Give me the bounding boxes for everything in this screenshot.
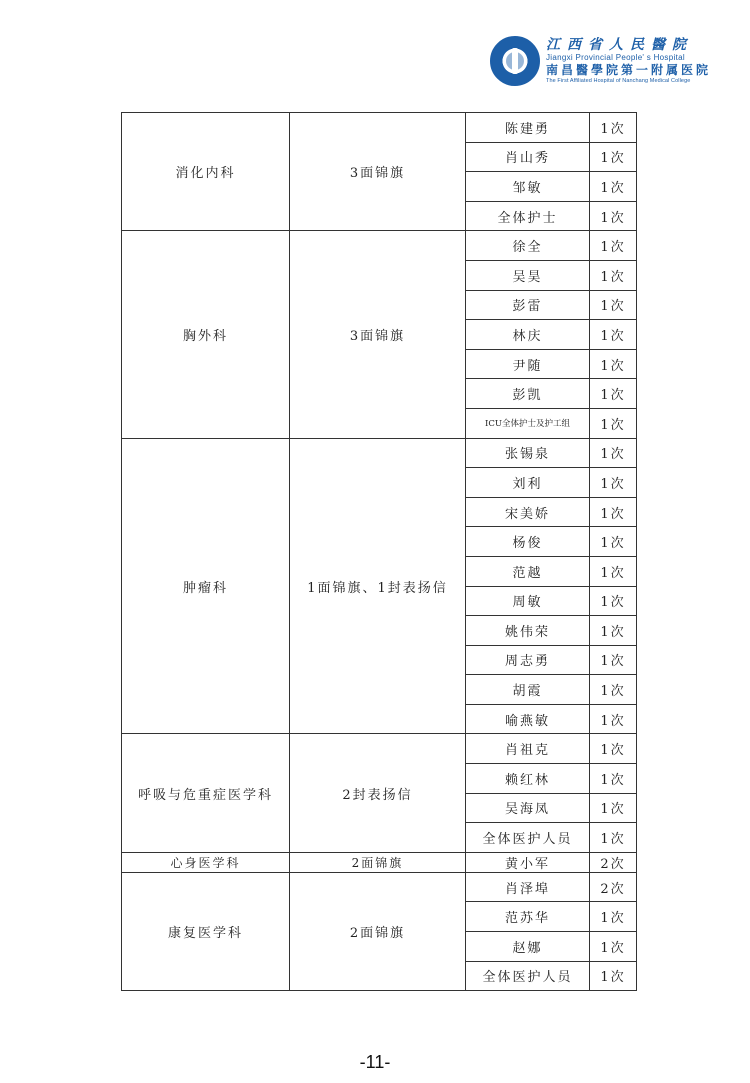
hospital-name-cn: 江西省人民醫院 [546,37,693,54]
count-cell: 2次 [590,872,637,902]
count-cell: 1次 [590,645,637,675]
affiliate-name-cn: 南昌醫學院第一附属医院 [546,63,712,78]
recipient-cell: 杨俊 [466,527,590,557]
count-cell: 1次 [590,961,637,991]
count-cell: 1次 [590,113,637,143]
count-cell: 1次 [590,902,637,932]
count-cell: 2次 [590,852,637,872]
count-cell: 1次 [590,468,637,498]
award-cell: 3面锦旗 [290,231,466,438]
count-cell: 1次 [590,290,637,320]
recipient-cell: 刘利 [466,468,590,498]
table-row [122,734,637,764]
recipient-cell: 肖山秀 [466,142,590,172]
department-cell: 心身医学科 [122,852,290,872]
award-cell: 2面锦旗 [290,872,466,990]
recipient-cell: 陈建勇 [466,113,590,143]
recipient-cell: 宋美娇 [466,497,590,527]
count-cell: 1次 [590,793,637,823]
table-row [122,438,637,468]
recipient-cell: 黄小军 [466,852,590,872]
recipient-cell: 全体护士 [466,201,590,231]
hospital-name-en: Jiangxi Provincial People' s Hospital [546,52,685,62]
hospital-header [490,32,720,90]
hospital-name-block [546,38,711,83]
count-cell: 1次 [590,764,637,794]
recipient-cell: 全体医护人员 [466,961,590,991]
recipient-cell: 胡霞 [466,675,590,705]
recipient-cell: 周敏 [466,586,590,616]
count-cell: 1次 [590,142,637,172]
award-cell: 2封表扬信 [290,734,466,852]
count-cell: 1次 [590,704,637,734]
recipient-cell: 吴海凤 [466,793,590,823]
recipient-cell: 彭雷 [466,290,590,320]
recipient-cell: 赖红林 [466,764,590,794]
award-cell: 3面锦旗 [290,113,466,231]
count-cell: 1次 [590,320,637,350]
count-cell: 1次 [590,675,637,705]
department-cell: 呼吸与危重症医学科 [122,734,290,852]
count-cell: 1次 [590,408,637,438]
recipient-cell: 赵娜 [466,932,590,962]
recipient-cell: 吴昊 [466,260,590,290]
recipient-cell: 林庆 [466,320,590,350]
recipient-cell: 肖泽埠 [466,872,590,902]
award-cell: 1面锦旗、1封表扬信 [290,438,466,734]
count-cell: 1次 [590,201,637,231]
recipient-cell: 肖祖克 [466,734,590,764]
table-row [122,113,637,143]
count-cell: 1次 [590,497,637,527]
recipient-cell: 邹敏 [466,172,590,202]
commendation-table [121,112,637,991]
recipient-cell: 全体医护人员 [466,823,590,853]
count-cell: 1次 [590,349,637,379]
affiliate-name-en: The First Affiliated Hospital of Nanchang Medical College [546,77,691,84]
recipient-cell: 徐全 [466,231,590,261]
count-cell: 1次 [590,823,637,853]
page-number: -11- [359,1052,391,1072]
recipient-cell: 彭凯 [466,379,590,409]
hospital-logo-icon [490,36,540,86]
recipient-cell: 周志勇 [466,645,590,675]
count-cell: 1次 [590,932,637,962]
award-cell: 2面锦旗 [290,852,466,872]
recipient-cell: 张锡泉 [466,438,590,468]
department-cell: 康复医学科 [122,872,290,990]
count-cell: 1次 [590,586,637,616]
recipient-cell: ICU全体护士及护工组 [466,408,590,438]
count-cell: 1次 [590,556,637,586]
count-cell: 1次 [590,172,637,202]
count-cell: 1次 [590,527,637,557]
recipient-cell: 姚伟荣 [466,616,590,646]
count-cell: 1次 [590,734,637,764]
count-cell: 1次 [590,231,637,261]
count-cell: 1次 [590,379,637,409]
table-row [122,852,637,872]
recipient-cell: 尹随 [466,349,590,379]
count-cell: 1次 [590,260,637,290]
commendation-table-body [122,113,637,991]
recipient-cell: 范越 [466,556,590,586]
table-row [122,231,637,261]
department-cell: 胸外科 [122,231,290,438]
count-cell: 1次 [590,616,637,646]
department-cell: 肿瘤科 [122,438,290,734]
recipient-cell: 范苏华 [466,902,590,932]
recipient-cell: 喻燕敏 [466,704,590,734]
count-cell: 1次 [590,438,637,468]
table-row [122,872,637,902]
department-cell: 消化内科 [122,113,290,231]
